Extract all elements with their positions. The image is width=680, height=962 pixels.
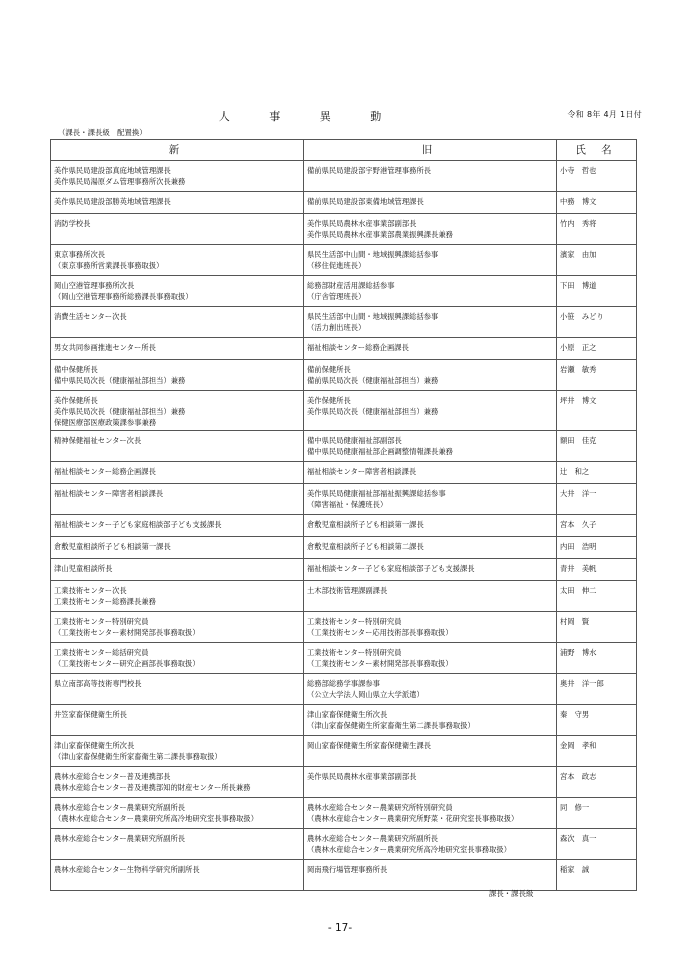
table-row [51,581,637,612]
cell-old-line: （工業技術センター応用技術部長事務取扱） [307,628,453,637]
cell-old [304,643,557,674]
cell-name: 宮本 政志 [557,767,637,798]
table-row [51,537,637,559]
cell-new-line: 男女共同参画推進センター所長 [54,343,156,352]
table-row [51,338,637,360]
cell-old-line: （農林水産総合センター農業研究所高冷地研究室長事務取扱） [307,845,512,854]
cell-new [51,559,304,581]
cell-new-line: 美作県民局建設部勝英地域管理課長 [54,197,171,206]
cell-old-line: 県民生活部中山間・地域振興課総括参事 [307,312,439,321]
cell-new-line: 工業技術センター総務課長兼務 [54,597,156,606]
table-row [51,276,637,307]
cell-name: 竹内 秀将 [557,214,637,245]
cell-name: 辻 和之 [557,462,637,484]
cell-new-line: 農林水産総合センター生物科学研究所副所長 [54,865,200,874]
cell-new [51,462,304,484]
cell-old-line: （公立大学法人岡山県立大学派遣） [307,690,424,699]
cell-old-line: 備前県民局建設部東備地域管理課長 [307,197,424,206]
cell-old [304,767,557,798]
cell-old-line: 美作県民局健康福祉部福祉振興課総括参事 [307,489,446,498]
table-row [51,767,637,798]
cell-name: 稲家 誠 [557,860,637,891]
cell-old [304,581,557,612]
cell-old [304,161,557,192]
cell-new-line: 工業技術センター特別研究員 [54,617,149,626]
cell-old-line: 美作県民局農林水産事業部農業振興課長兼務 [307,230,453,239]
cell-old-line: 福祉相談センター子ども家庭相談部子ども支援課長 [307,564,475,573]
cell-old-line: 工業技術センター特別研究員 [307,648,402,657]
table-row [51,829,637,860]
cell-name: 濱家 由加 [557,245,637,276]
cell-old-line: 美作県民局農林水産事業部副部長 [307,219,417,228]
cell-old [304,674,557,705]
cell-old-line: 総務部財産活用課総括参事 [307,281,395,290]
cell-new-line: 県立南部高等技術専門校長 [54,679,142,688]
cell-old [304,307,557,338]
cell-new [51,338,304,360]
personnel-table [50,139,637,891]
cell-old-line: 備中県民局健康福祉部副部長 [307,436,402,445]
cell-old-line: （庁舎管理班長） [307,292,366,301]
cell-new [51,829,304,860]
cell-new-line: 津山家畜保健衛生所次長 [54,741,135,750]
cell-name: 村岡 賢 [557,612,637,643]
cell-new-line: 岡山空港管理事務所次長 [54,281,135,290]
table-body [51,161,637,891]
cell-old [304,612,557,643]
table-row [51,515,637,537]
cell-name: 金岡 孝和 [557,736,637,767]
cell-old-line: 福祉相談センター総務企画課長 [307,343,409,352]
cell-name: 下田 博道 [557,276,637,307]
cell-old [304,860,557,891]
cell-old [304,515,557,537]
cell-old [304,559,557,581]
cell-name: 額田 佳克 [557,431,637,462]
cell-new [51,705,304,736]
cell-old-line: 美作県民局次長（健康福祉部担当）兼務 [307,407,439,416]
cell-new [51,484,304,515]
table-row [51,705,637,736]
cell-name: 青井 美帆 [557,559,637,581]
cell-new [51,736,304,767]
cell-old [304,462,557,484]
cell-old-line: 美作保健所長 [307,396,351,405]
table-row [51,612,637,643]
cell-old [304,214,557,245]
table-row [51,860,637,891]
table-row [51,214,637,245]
cell-new-line: 備中県民局次長（健康福祉部担当）兼務 [54,376,186,385]
document-title: 人 事 異 動 [218,110,400,123]
table-row [51,674,637,705]
cell-name: 同 修一 [557,798,637,829]
cell-name: 小寺 哲也 [557,161,637,192]
cell-old [304,391,557,431]
cell-old [304,276,557,307]
cell-old-line: 備前保健所長 [307,365,351,374]
header-name: 氏 名 [557,140,637,161]
cell-new-line: 消費生活センター次長 [54,312,127,321]
cell-old-line: 津山家畜保健衛生所次長 [307,710,388,719]
cell-old-line: 農林水産総合センター農業研究所副所長 [307,834,439,843]
cell-old-line: 備前県民局建設部宇野港管理事務所長 [307,166,432,175]
cell-new-line: （農林水産総合センター農業研究所高冷地研究室長事務取扱） [54,814,259,823]
cell-old [304,537,557,559]
cell-old-line: （活力創出班長） [307,323,366,332]
cell-new-line: 農林水産総合センター普及連携部知的財産センター所長兼務 [54,783,251,792]
cell-new [51,192,304,214]
section-subheading: （課長・課長級 配置換） [58,128,147,137]
cell-old-line: 福祉相談センター障害者相談課長 [307,467,417,476]
cell-old-line: 岡南飛行場管理事務所長 [307,865,388,874]
cell-new [51,537,304,559]
cell-new-line: 美作県民局湯原ダム管理事務所次長兼務 [54,177,186,186]
cell-name: 秦 守男 [557,705,637,736]
cell-name: 内田 浩明 [557,537,637,559]
table-row [51,736,637,767]
cell-new-line: 保健医療部医療政策課参事兼務 [54,418,157,427]
table-row [51,192,637,214]
cell-new-line: 東京事務所次長 [54,250,106,259]
table-row [51,484,637,515]
table-row [51,798,637,829]
table-header-row [51,140,637,161]
cell-new-line: （津山家畜保健衛生所家畜衛生第二課長事務取扱） [54,752,222,761]
cell-new [51,276,304,307]
cell-new-line: 美作保健所長 [54,396,98,405]
table-row [51,245,637,276]
cell-new-line: 福祉相談センター総務企画課長 [54,467,156,476]
cell-name: 小原 正之 [557,338,637,360]
table-row [51,161,637,192]
header-new: 新 [51,140,304,161]
cell-new-line: （東京事務所営業課長事務取扱） [54,261,164,270]
cell-name: 浦野 博水 [557,643,637,674]
cell-new [51,391,304,431]
cell-old [304,192,557,214]
cell-old-line: 土木部技術管理課副課長 [307,586,388,595]
cell-name: 小笹 みどり [557,307,637,338]
cell-old-line: 美作県民局農林水産事業部副部長 [307,772,417,781]
cell-old-line: 倉敷児童相談所子ども相談第一課長 [307,520,424,529]
cell-name: 大井 洋一 [557,484,637,515]
cell-new [51,643,304,674]
cell-old-line: （工業技術センター素材開発部長事務取扱） [307,659,453,668]
cell-new-line: 倉敷児童相談所子ども相談第一課長 [54,542,171,551]
cell-new [51,581,304,612]
cell-new-line: 井笠家畜保健衛生所長 [54,710,127,719]
page-number: - 17- [327,922,353,934]
cell-new-line: 消防学校長 [54,219,91,228]
cell-new [51,307,304,338]
cell-name: 中務 博文 [557,192,637,214]
cell-new-line: 福祉相談センター子ども家庭相談部子ども支援課長 [54,520,222,529]
cell-old [304,829,557,860]
cell-new-line: 農林水産総合センター農業研究所副所長 [54,803,186,812]
header-old: 旧 [304,140,557,161]
table-row [51,462,637,484]
cell-old-line: 岡山家畜保健衛生所家畜保健衛生課長 [307,741,432,750]
cell-new [51,431,304,462]
cell-new-line: 工業技術センター総括研究員 [54,648,149,657]
cell-name: 太田 伸二 [557,581,637,612]
cell-new [51,612,304,643]
table-row [51,431,637,462]
table-row [51,360,637,391]
cell-old-line: 総務部総務学事課参事 [307,679,380,688]
cell-name: 宮本 久子 [557,515,637,537]
cell-old-line: （津山家畜保健衛生所家畜衛生第二課長事務取扱） [307,721,475,730]
cell-new [51,214,304,245]
cell-old [304,360,557,391]
cell-name: 奥井 洋一郎 [557,674,637,705]
cell-new [51,860,304,891]
cell-name: 坪井 博文 [557,391,637,431]
cell-old-line: 備中県民局健康福祉部企画調整情報課長兼務 [307,447,453,456]
cell-new [51,245,304,276]
cell-new-line: （工業技術センター研究企画部長事務取扱） [54,659,200,668]
cell-new [51,674,304,705]
cell-old-line: 備前県民局次長（健康福祉部担当）兼務 [307,376,439,385]
cell-new-line: 備中保健所長 [54,365,98,374]
cell-new-line: 農林水産総合センター普及連携部長 [54,772,171,781]
cell-old-line: 倉敷児童相談所子ども相談第二課長 [307,542,424,551]
cell-new-line: （工業技術センター素材開発部長事務取扱） [54,628,200,637]
table-row [51,391,637,431]
cell-old [304,798,557,829]
cell-old [304,705,557,736]
cell-new-line: 美作県民局次長（健康福祉部担当）兼務 [54,407,186,416]
cell-new-line: （岡山空港管理事務所総務課長事務取扱） [54,292,193,301]
cell-new [51,767,304,798]
cell-new-line: 精神保健福祉センター次長 [54,436,142,445]
cell-old [304,736,557,767]
cell-old [304,431,557,462]
cell-new-line: 美作県民局建設部真庭地域管理課長 [54,166,171,175]
cell-new [51,161,304,192]
table-row [51,643,637,674]
cell-name: 岩瀬 敏秀 [557,360,637,391]
cell-old-line: （障害福祉・保護班長） [307,500,388,509]
cell-old-line: （移住促進班長） [307,261,366,270]
cell-new-line: 工業技術センター次長 [54,586,127,595]
cell-old-line: 県民生活部中山間・地域振興課総括参事 [307,250,439,259]
cell-new-line: 津山児童相談所長 [54,564,113,573]
table-row [51,559,637,581]
cell-name: 森次 真一 [557,829,637,860]
cell-new [51,360,304,391]
cell-old [304,484,557,515]
cell-new [51,515,304,537]
footer-note: 課長・課長級 [489,889,534,898]
cell-old-line: 農林水産総合センター農業研究所特別研究員 [307,803,453,812]
cell-new-line: 農林水産総合センター農業研究所副所長 [54,834,186,843]
effective-date: 令和 8年 4月 1日付 [567,110,642,119]
table-row [51,307,637,338]
cell-old-line: （農林水産総合センター農業研究所野菜・花研究室長事務取扱） [307,814,519,823]
cell-old-line: 工業技術センター特別研究員 [307,617,402,626]
cell-old [304,338,557,360]
cell-old [304,245,557,276]
cell-new-line: 福祉相談センター障害者相談課長 [54,489,164,498]
cell-new [51,798,304,829]
